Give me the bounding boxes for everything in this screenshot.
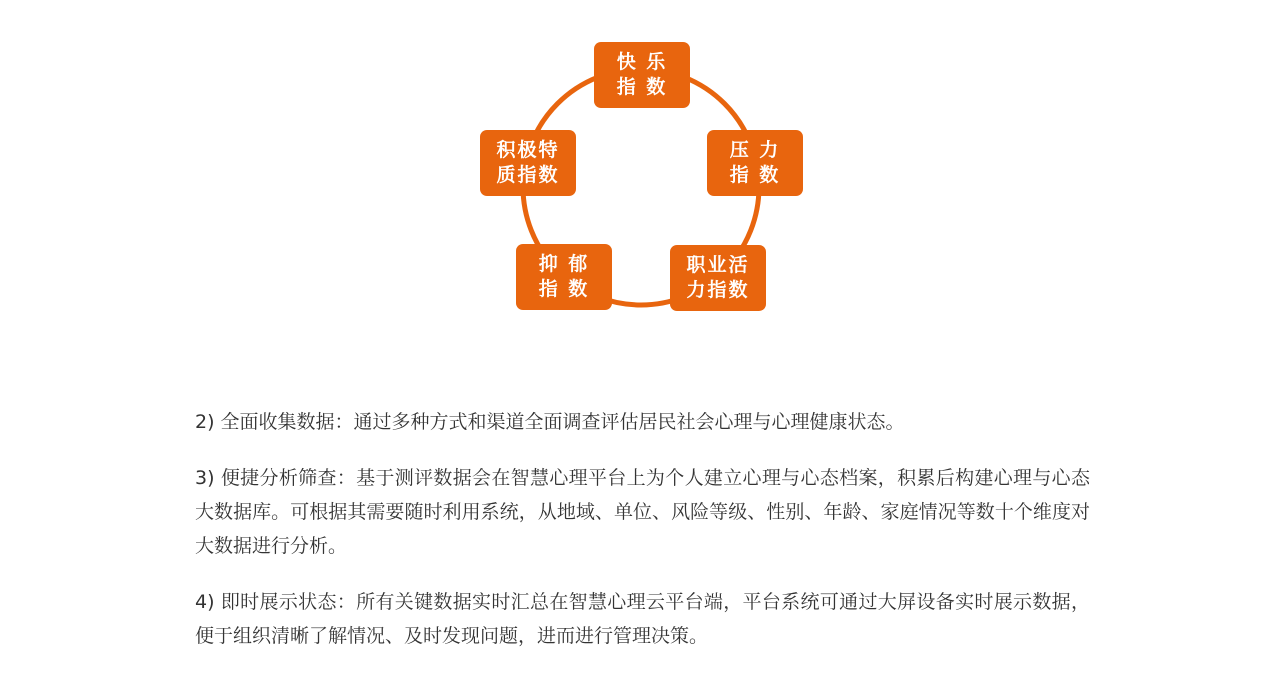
node-work-vitality-index: [670, 245, 766, 311]
paragraph-collect-data: 2) 全面收集数据：通过多种方式和渠道全面调查评估居民社会心理与心理健康状态。: [195, 411, 905, 433]
node-depression-line2: 指 数: [538, 278, 590, 300]
index-cycle-diagram: [0, 0, 1276, 330]
node-positive-trait-line2: 质指数: [496, 164, 560, 186]
node-work-vitality-line2: 力指数: [686, 279, 750, 301]
node-positive-trait-line1: 积极特: [496, 139, 560, 161]
node-happiness-line2: 指 数: [616, 76, 668, 98]
node-depression-index: [516, 244, 612, 310]
node-work-vitality-line1: 职业活: [686, 254, 750, 276]
paragraph-realtime-display: 4) 即时展示状态：所有关键数据实时汇总在智慧心理云平台端，平台系统可通过大屏设备实时展示数据，便于组织清晰了解情况、及时发现问题，进而进行管理决策。: [195, 591, 1090, 647]
node-happiness-index: [594, 42, 690, 108]
node-stress-index: [707, 130, 803, 196]
node-stress-line2: 指 数: [729, 164, 781, 186]
node-stress-line1: 压 力: [729, 139, 781, 161]
node-positive-trait-index: [480, 130, 576, 196]
description-text: [195, 405, 1090, 675]
node-depression-line1: 抑 郁: [538, 253, 590, 275]
paragraph-analysis-screening: 3) 便捷分析筛查：基于测评数据会在智慧心理平台上为个人建立心理与心态档案，积累后构建心理与心态大数据库。可根据其需要随时利用系统，从地域、单位、风险等级、性别、年龄、家庭情况等数十个维度对大数据进行分析。: [195, 467, 1090, 557]
node-happiness-line1: 快 乐: [616, 51, 668, 73]
